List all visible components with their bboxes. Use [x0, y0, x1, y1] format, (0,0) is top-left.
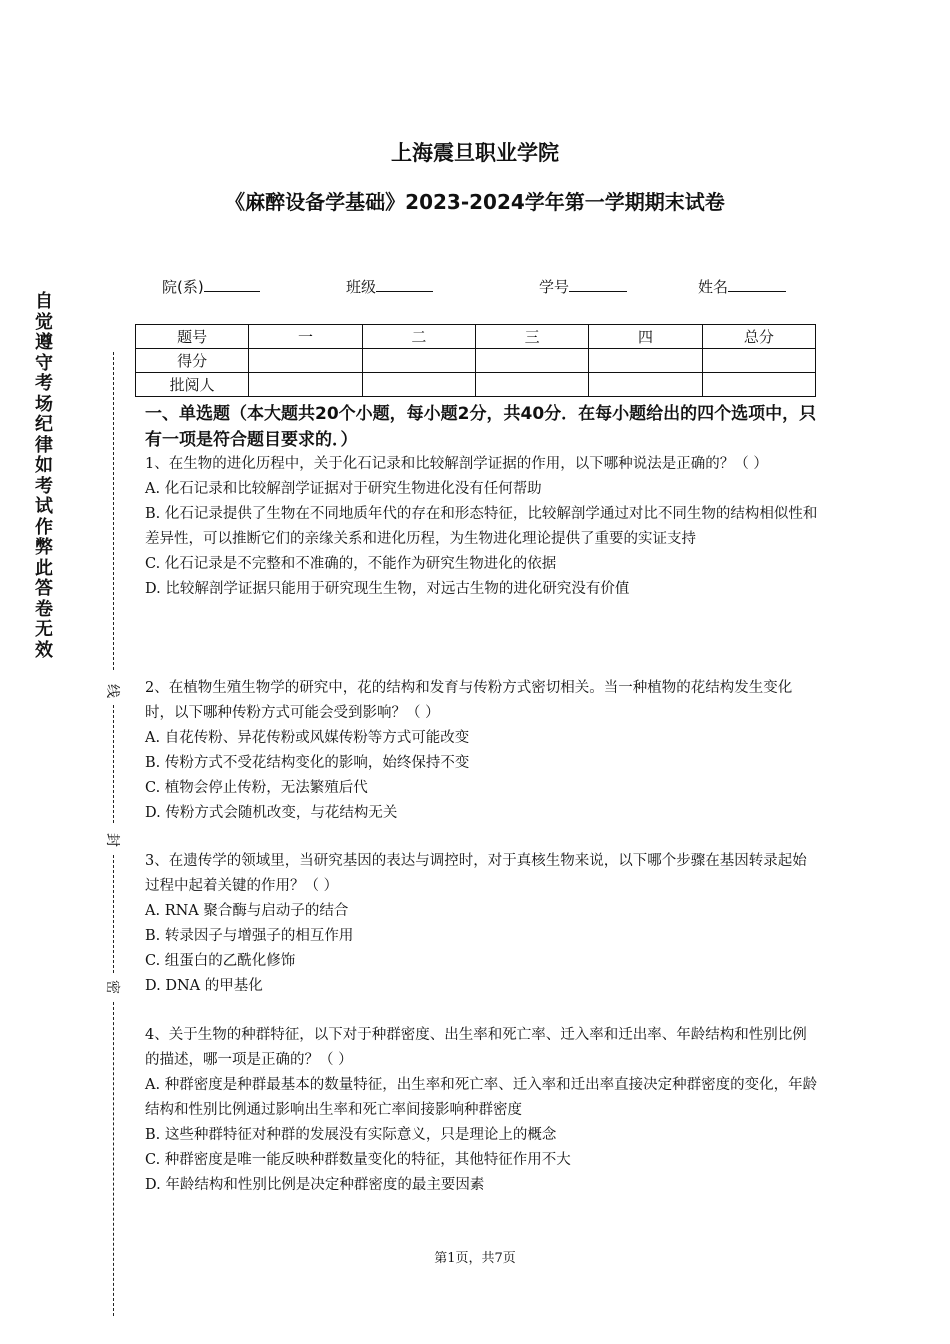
question-1	[145, 452, 820, 602]
name-blank[interactable]	[728, 277, 786, 292]
class-field[interactable]	[346, 276, 433, 297]
score-cell[interactable]	[249, 349, 362, 373]
binding-warning-char: 无	[35, 619, 53, 640]
binding-warning-char: 守	[35, 352, 53, 374]
option-d[interactable]: D. 传粉方式会随机改变，与花结构无关	[145, 805, 398, 821]
name-label: 姓名	[698, 278, 729, 296]
school-title: 上海震旦职业学院	[391, 141, 559, 165]
binding-dash-line	[113, 352, 114, 670]
binding-dash-line	[113, 705, 114, 823]
binding-warning-char: 觉	[35, 311, 53, 333]
score-table-header-cell: 三	[475, 325, 588, 349]
question-stem: 4、关于生物的种群特征，以下对于种群密度、出生率和死亡率、迁入率和迁出率、年龄结构和性别比例的描述，哪一项是正确的？（ ）	[145, 1027, 807, 1068]
option-b[interactable]: B. 传粉方式不受花结构变化的影响，始终保持不变	[145, 755, 470, 771]
question-2	[145, 676, 820, 826]
score-table-header-row	[136, 325, 816, 349]
class-blank[interactable]	[376, 277, 433, 292]
question-3	[145, 849, 820, 999]
binding-warning-char: 卷	[35, 598, 53, 620]
option-b[interactable]: B. 这些种群特征对种群的发展没有实际意义，只是理论上的概念	[145, 1127, 557, 1143]
option-d[interactable]: D. 比较解剖学证据只能用于研究现生生物，对远古生物的进化研究没有价值	[145, 581, 630, 597]
score-table-header-cell: 总分	[702, 325, 815, 349]
option-d[interactable]: D. 年龄结构和性别比例是决定种群密度的最主要因素	[145, 1177, 485, 1193]
binding-mark-seal: 封	[104, 833, 120, 847]
score-table-header-cell: 一	[249, 325, 362, 349]
grader-cell[interactable]	[249, 373, 362, 397]
option-d[interactable]: D. DNA 的甲基化	[145, 978, 263, 994]
option-a[interactable]: A. RNA 聚合酶与启动子的结合	[145, 903, 349, 919]
option-a[interactable]: A. 种群密度是种群最基本的数量特征，出生率和死亡率、迁入率和迁出率直接决定种群密度的变化，年龄结构和性别比例通过影响出生率和死亡率间接影响种群密度	[145, 1077, 818, 1118]
score-cell[interactable]	[475, 349, 588, 373]
option-c[interactable]: C. 化石记录是不完整和不准确的，不能作为研究生物进化的依据	[145, 556, 557, 572]
class-label: 班级	[346, 278, 377, 296]
question-stem: 3、在遗传学的领域里，当研究基因的表达与调控时，对于真核生物来说，以下哪个步骤在基因转录起始过程中起着关键的作用？（ ）	[145, 853, 807, 894]
student-id-blank[interactable]	[569, 277, 627, 292]
page-footer: 第1页，共7页	[434, 1251, 516, 1266]
binding-warning-char: 考	[35, 475, 53, 497]
binding-warning-char: 试	[35, 496, 53, 517]
binding-warning-char: 遵	[35, 332, 53, 353]
binding-dash-line	[113, 855, 114, 973]
option-a[interactable]: A. 自花传粉、异花传粉或风媒传粉等方式可能改变	[145, 730, 470, 746]
binding-warning-char: 效	[35, 639, 53, 661]
grader-cell[interactable]	[702, 373, 815, 397]
option-c[interactable]: C. 植物会停止传粉，无法繁殖后代	[145, 780, 368, 796]
binding-warning	[32, 292, 56, 661]
binding-warning-char: 自	[35, 291, 53, 312]
option-b[interactable]: B. 化石记录提供了生物在不同地质年代的存在和形态特征，比较解剖学通过对比不同生物的结构相似性和差异性，可以推断它们的亲缘关系和进化历程，为生物进化理论提供了重要的实证支持	[145, 506, 818, 547]
question-stem: 2、在植物生殖生物学的研究中，花的结构和发育与传粉方式密切相关。当一种植物的花结构发生变化时，以下哪种传粉方式可能会受到影响？（ ）	[145, 680, 793, 721]
binding-mark-secret: 密	[104, 980, 120, 994]
score-table-header-cell: 题号	[136, 325, 249, 349]
binding-warning-char: 弊	[35, 537, 53, 558]
binding-warning-char: 考	[35, 373, 53, 394]
department-label: 院(系)	[162, 278, 204, 296]
binding-warning-char: 场	[35, 393, 53, 415]
section-heading: 一、单选题（本大题共20个小题，每小题2分，共40分．在每小题给出的四个选项中，只有一项是符合题目要求的．）	[145, 404, 817, 450]
score-table-header-cell: 四	[589, 325, 702, 349]
option-a[interactable]: A. 化石记录和比较解剖学证据对于研究生物进化没有任何帮助	[145, 481, 542, 497]
binding-warning-char: 答	[35, 578, 53, 599]
binding-warning-char: 如	[35, 455, 53, 476]
binding-warning-char: 律	[35, 434, 53, 456]
score-cell[interactable]	[589, 349, 702, 373]
score-row-label: 得分	[136, 349, 249, 373]
score-table-header-cell: 二	[362, 325, 475, 349]
binding-warning-char: 纪	[35, 414, 53, 435]
exam-title: 《麻醉设备学基础》2023-2024学年第一学期期末试卷	[225, 190, 725, 214]
binding-warning-char: 此	[35, 557, 53, 579]
name-field[interactable]	[698, 276, 786, 297]
score-table	[135, 324, 816, 397]
binding-mark-line: 线	[104, 684, 120, 698]
score-cell[interactable]	[362, 349, 475, 373]
option-c[interactable]: C. 组蛋白的乙酰化修饰	[145, 953, 296, 969]
question-stem: 1、在生物的进化历程中，关于化石记录和比较解剖学证据的作用，以下哪种说法是正确的？（ ）	[145, 456, 768, 472]
student-id-label: 学号	[539, 278, 570, 296]
student-id-field[interactable]	[539, 276, 627, 297]
grader-cell[interactable]	[475, 373, 588, 397]
score-table-row	[136, 349, 816, 373]
grader-cell[interactable]	[589, 373, 702, 397]
option-b[interactable]: B. 转录因子与增强子的相互作用	[145, 928, 354, 944]
department-blank[interactable]	[204, 277, 260, 292]
question-4	[145, 1023, 820, 1198]
option-c[interactable]: C. 种群密度是唯一能反映种群数量变化的特征，其他特征作用不大	[145, 1152, 571, 1168]
score-cell[interactable]	[702, 349, 815, 373]
grader-row-label: 批阅人	[136, 373, 249, 397]
grader-cell[interactable]	[362, 373, 475, 397]
department-field[interactable]	[162, 276, 260, 297]
binding-dash-line	[113, 1002, 114, 1316]
binding-warning-char: 作	[35, 516, 53, 538]
score-table-row	[136, 373, 816, 397]
